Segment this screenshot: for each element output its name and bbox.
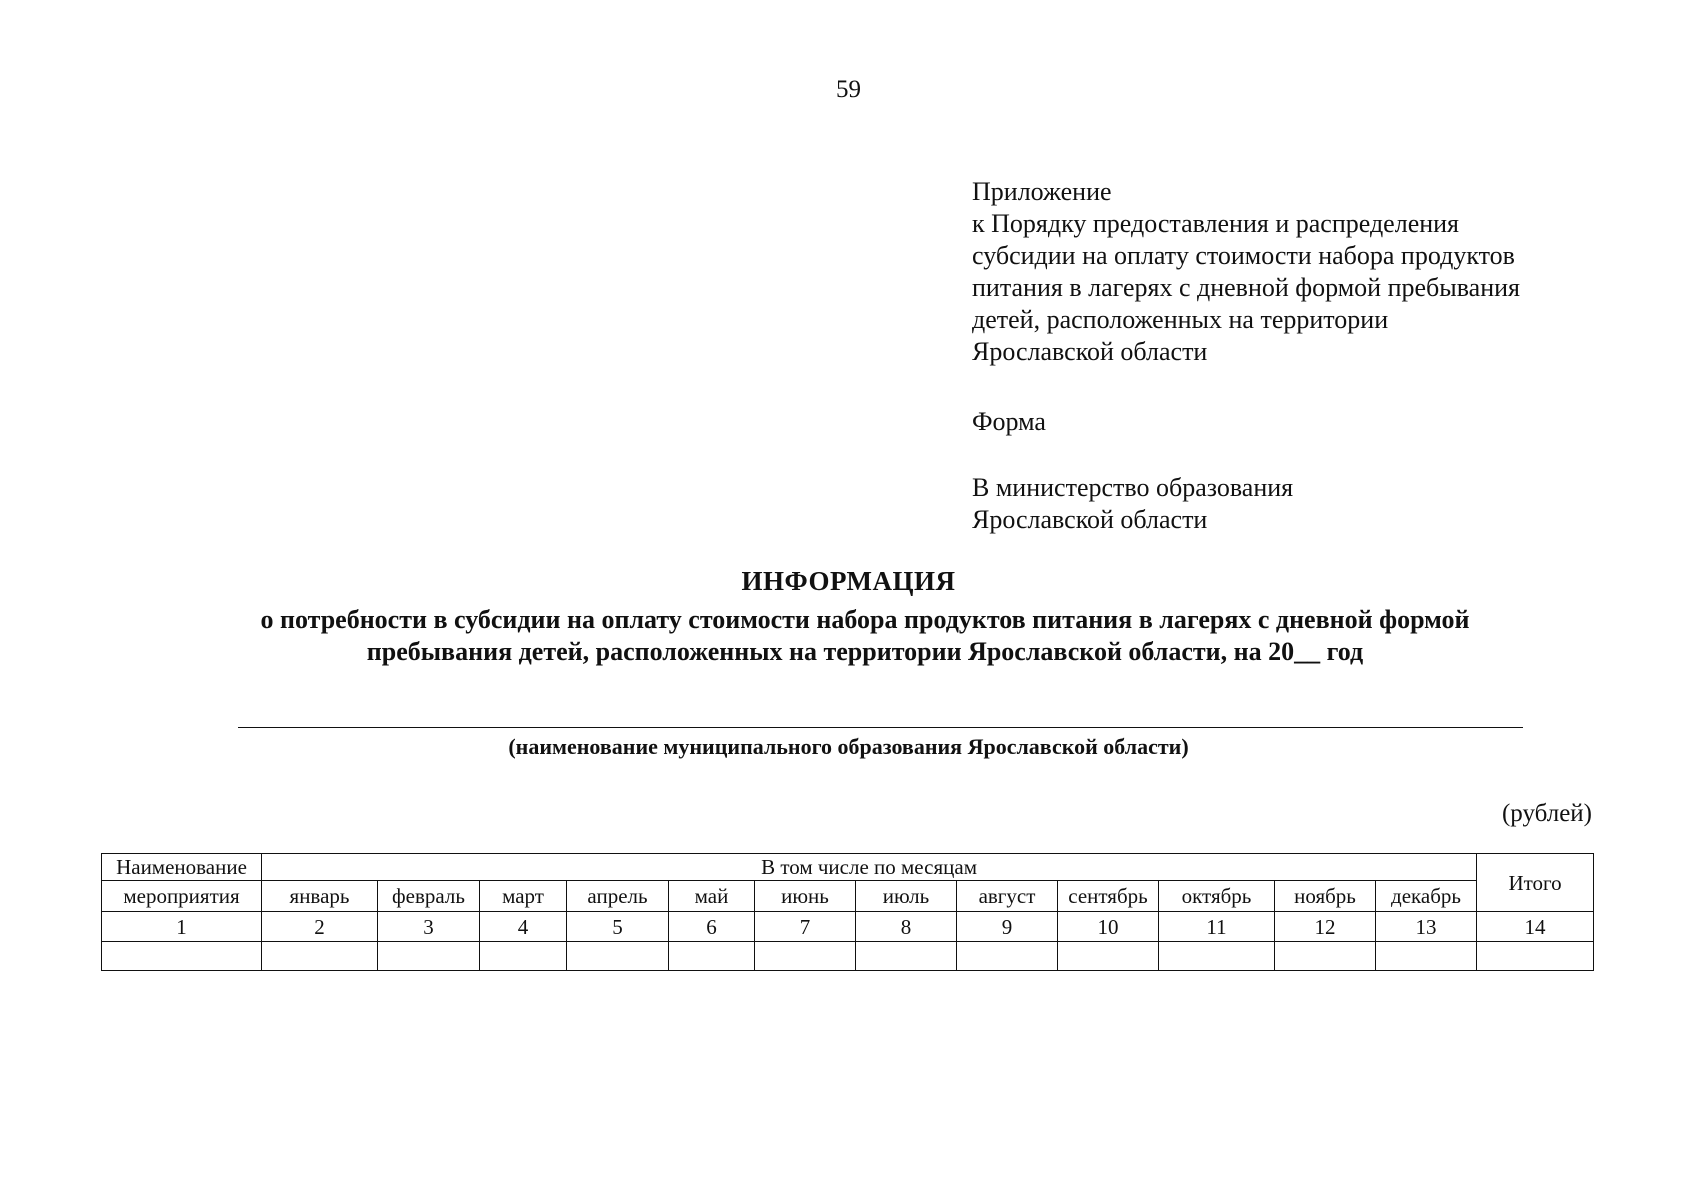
empty-cell[interactable]: [378, 942, 480, 971]
appendix-block: [972, 176, 1520, 368]
column-number: 3: [378, 912, 480, 942]
month-header-april: апрель: [567, 881, 669, 912]
table-header-row: [102, 881, 1594, 912]
table-row: [102, 942, 1594, 971]
column-number: 14: [1477, 912, 1594, 942]
empty-cell[interactable]: [1159, 942, 1275, 971]
appendix-line: к Порядку предоставления и распределения: [972, 209, 1460, 238]
empty-cell[interactable]: [480, 942, 567, 971]
total-header: Итого: [1477, 854, 1594, 912]
month-header-december: декабрь: [1376, 881, 1477, 912]
column-number: 12: [1275, 912, 1376, 942]
month-header-june: июнь: [755, 881, 856, 912]
column-number: 11: [1159, 912, 1275, 942]
column-number: 5: [567, 912, 669, 942]
month-header-october: октябрь: [1159, 881, 1275, 912]
document-subtitle: [160, 604, 1570, 668]
month-header-march: март: [480, 881, 567, 912]
empty-cell[interactable]: [102, 942, 262, 971]
empty-cell[interactable]: [755, 942, 856, 971]
name-header-continued: мероприятия: [102, 881, 262, 912]
column-number: 10: [1058, 912, 1159, 942]
column-number-row: [102, 912, 1594, 942]
empty-cell[interactable]: [957, 942, 1058, 971]
empty-cell[interactable]: [669, 942, 755, 971]
month-header-may: май: [669, 881, 755, 912]
appendix-line: детей, расположенных на территории: [972, 305, 1389, 334]
month-header-january: январь: [262, 881, 378, 912]
empty-cell[interactable]: [1275, 942, 1376, 971]
municipality-fill-line[interactable]: [238, 727, 1523, 728]
month-header-august: август: [957, 881, 1058, 912]
month-header-september: сентябрь: [1058, 881, 1159, 912]
column-number: 1: [102, 912, 262, 942]
empty-cell[interactable]: [1376, 942, 1477, 971]
subtitle-line: о потребности в субсидии на оплату стоимости набора продуктов питания в лагерях с дневной формой: [260, 605, 1470, 634]
municipality-caption: (наименование муниципального образования Ярославской области): [508, 734, 1189, 759]
appendix-line: субсидии на оплату стоимости набора продуктов: [972, 241, 1515, 270]
column-number: 4: [480, 912, 567, 942]
months-group-header: В том числе по месяцам: [262, 854, 1477, 881]
empty-cell[interactable]: [1477, 942, 1594, 971]
empty-cell[interactable]: [1058, 942, 1159, 971]
column-number: 7: [755, 912, 856, 942]
document-title: ИНФОРМАЦИЯ: [741, 566, 956, 596]
units-label: (рублей): [1501, 800, 1592, 827]
addressee-block: [972, 472, 1293, 536]
appendix-line: питания в лагерях с дневной формой пребывания: [972, 273, 1521, 302]
column-number: 8: [856, 912, 957, 942]
table-header-row: [102, 854, 1594, 881]
empty-cell[interactable]: [856, 942, 957, 971]
month-header-february: февраль: [378, 881, 480, 912]
month-header-november: ноябрь: [1275, 881, 1376, 912]
addressee-line: Ярославской области: [972, 505, 1208, 534]
form-label: Форма: [972, 407, 1046, 436]
name-header: Наименование: [102, 854, 262, 881]
column-number: 2: [262, 912, 378, 942]
column-number: 13: [1376, 912, 1477, 942]
column-number: 9: [957, 912, 1058, 942]
column-number: 6: [669, 912, 755, 942]
addressee-line: В министерство образования: [972, 473, 1294, 502]
appendix-line: Ярославской области: [972, 337, 1208, 366]
page-number: 59: [836, 76, 861, 103]
appendix-line: Приложение: [972, 177, 1112, 206]
empty-cell[interactable]: [262, 942, 378, 971]
subtitle-line: пребывания детей, расположенных на территории Ярославской области, на 20__ год: [366, 637, 1364, 666]
subsidy-table: [101, 853, 1594, 971]
empty-cell[interactable]: [567, 942, 669, 971]
month-header-july: июль: [856, 881, 957, 912]
